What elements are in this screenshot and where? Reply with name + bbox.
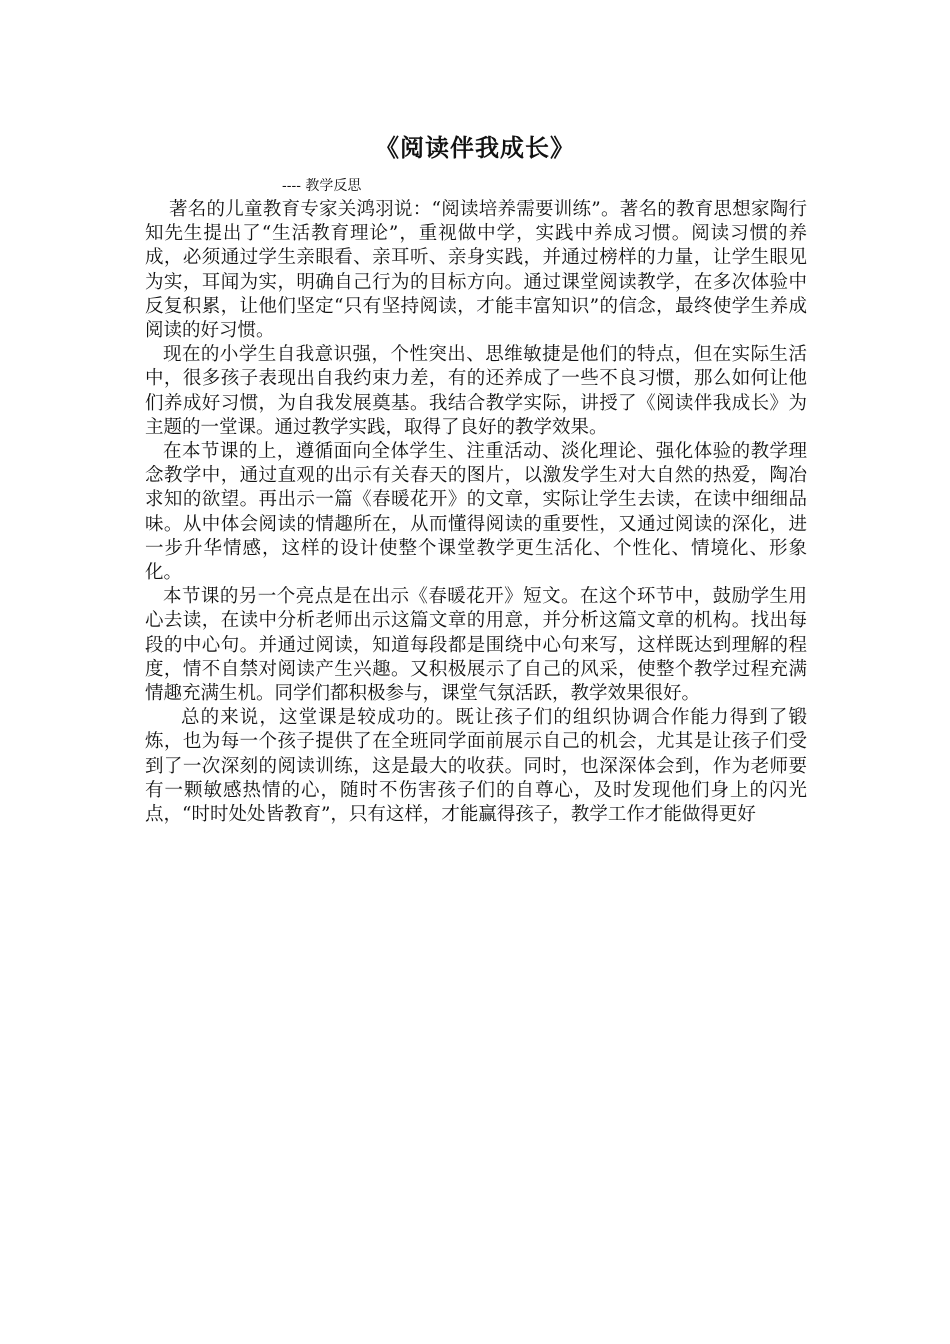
document-body [145,198,807,827]
paragraph-1: 著名的儿童教育专家关鸿羽说：“阅读培养需要训练”。著名的教育思想家陶行知先生提出了“生活教育理论”，重视做中学，实践中养成习惯。阅读习惯的养成，必须通过学生亲眼看、亲耳听、亲身实践，并通过榜样的力量，让学生眼见为实，耳闻为实，明确自己行为的目标方向。通过课堂阅读教学，在多次体验中反复积累，让他们坚定“只有坚持阅读，才能丰富知识”的信念，最终使学生养成阅读的好习惯。 [145,199,807,342]
document-subtitle: ---- 教学反思 [282,178,362,194]
paragraph-2: 现在的小学生自我意识强，个性突出、思维敏捷是他们的特点，但在实际生活中，很多孩子表现出自我约束力差，有的还养成了一些不良习惯，那么如何让他们养成好习惯，为自我发展奠基。我结合教学实际，讲授了《阅读伴我成长》为主题的一堂课。通过教学实践，取得了良好的教学效果。 [145,344,807,438]
paragraph-3: 在本节课的上，遵循面向全体学生、注重活动、淡化理论、强化体验的教学理念教学中，通过直观的出示有关春天的图片，以激发学生对大自然的热爱，陶冶求知的欲望。再出示一篇《春暖花开》的文章，实际让学生去读，在读中细细品味。从中体会阅读的情趣所在，从而懂得阅读的重要性，又通过阅读的深化，进一步升华情感，这样的设计使整个课堂教学更生活化、个性化、情境化、形象化。 [145,441,807,584]
document-title: 《阅读伴我成长》 [375,133,575,162]
paragraph-4: 本节课的另一个亮点是在出示《春暖花开》短文。在这个环节中，鼓励学生用心去读，在读中分析老师出示这篇文章的用意，并分析这篇文章的机构。找出每段的中心句。并通过阅读，知道每段都是围绕中心句来写，这样既达到理解的程度，情不自禁对阅读产生兴趣。又积极展示了自己的风采，使整个教学过程充满情趣充满生机。同学们都积极参与，课堂气氛活跃，教学效果很好。 [145,586,807,705]
paragraph-5: 总的来说，这堂课是较成功的。既让孩子们的组织协调合作能力得到了锻炼，也为每一个孩子提供了在全班同学面前展示自己的机会，尤其是让孩子们受到了一次深刻的阅读训练，这是最大的收获。同时，也深深体会到，作为老师要有一颗敏感热情的心，随时不伤害孩子们的自尊心，及时发现他们身上的闪光点，“时时处处皆教育”，只有这样，才能赢得孩子，教学工作才能做得更好 [145,707,807,826]
